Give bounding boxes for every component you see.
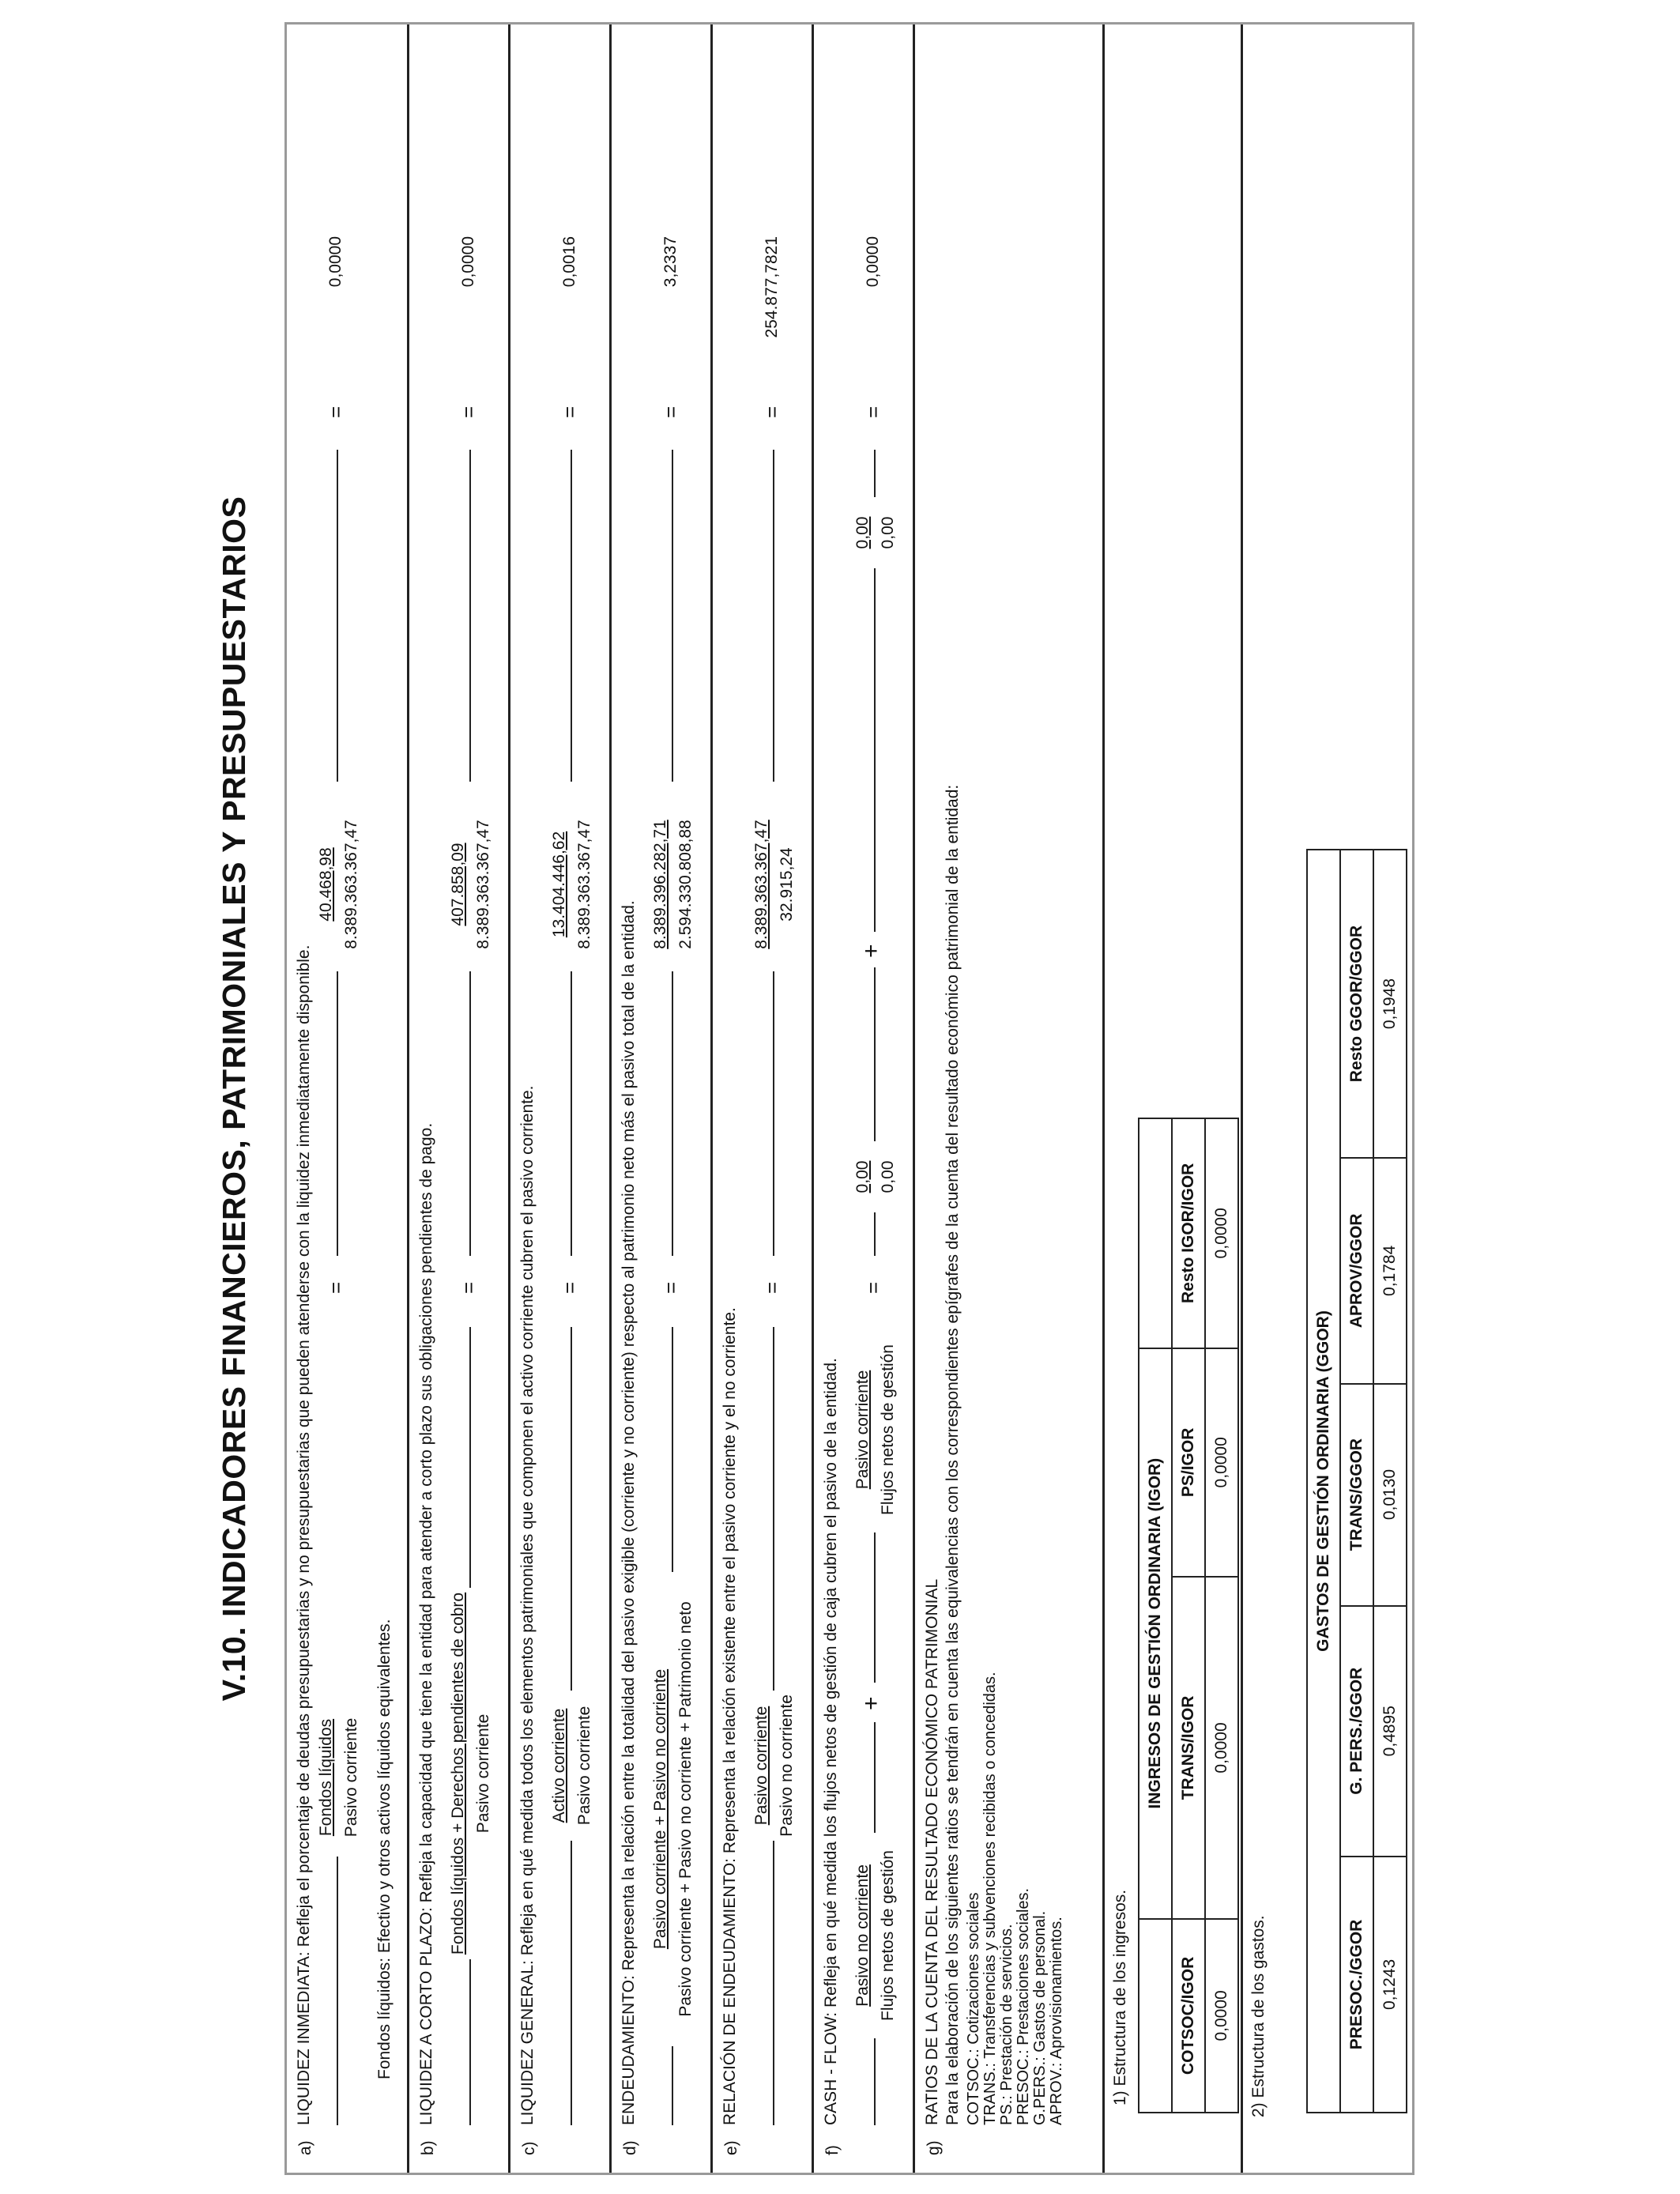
value-denominator: 8.389.363.367,47 [474,820,492,949]
formula-numerator: Pasivo corriente [752,1706,770,1826]
formula-numerator: Activo corriente [550,1708,568,1823]
section-liquidez-inmediata [287,25,409,2173]
ratio-result: 0,0016 [560,236,578,288]
table-cell: 0,0130 [1373,1384,1407,1606]
abbreviation-item: PRESOC.: Prestaciones sociales. [1015,1887,1032,2125]
formula-divider [874,1722,876,1833]
value-divider [874,967,876,1141]
table-caption: INGRESOS DE GESTIÓN ORDINARIA (IGOR) [1139,1348,1172,1919]
value-divider-left [469,971,471,1256]
formula-numerator: Fondos líquidos + Derechos pendientes de cobro [449,1592,467,1955]
table-header: COTSOC/IGOR [1172,1919,1205,2113]
formula-denominator: Pasivo corriente + Pasivo no corriente + Patrimonio neto [676,1601,695,2017]
equals-sign: = [861,1281,885,1294]
equals-sign: = [558,405,582,418]
formula-divider-right [773,1327,774,1691]
section-liquidez-general [510,25,612,2173]
table-header: PRESOC./GGOR [1340,1857,1373,2113]
plus-sign: + [858,1696,884,1710]
table-header: PS/IGOR [1172,1348,1205,1577]
formula-divider [874,1532,876,1683]
equals-sign: = [558,1281,582,1294]
formula-divider [337,1857,338,2125]
formula-denominator: Pasivo corriente [474,1713,492,1834]
equals-sign: = [457,1281,480,1294]
formula-numerator: Pasivo corriente [853,1370,872,1490]
equals-sign: = [861,405,885,418]
formula-denominator: Pasivo corriente [342,1717,360,1838]
section-estructura-ingresos [1105,25,1243,2173]
section-description: CASH - FLOW: Refleja en qué medida los flujos netos de gestión de caja cubren el pasivo de la entidad. [822,1358,840,2125]
section-ratios-resultado [915,25,1105,2173]
abbreviation-item: G.PERS.: Gastos de personal. [1031,1910,1049,2125]
table-header: G. PERS./GGOR [1340,1606,1373,1857]
section-description: LIQUIDEZ GENERAL: Refleja en qué medida todos los elementos patrimoniales que componen el activo corriente cubren el pasivo corriente. [518,1085,537,2125]
ratio-result: 0,0000 [326,236,345,288]
table-cell: 0,1243 [1373,1857,1407,2113]
table-header: Resto IGOR/IGOR [1172,1118,1205,1348]
ratio-result: 254.877,7821 [763,236,781,338]
value-denominator: 2.594.330.808,88 [676,820,695,949]
formula-divider [874,2038,876,2125]
abbreviation-item: PS.: Prestación de servicios. [998,1924,1015,2125]
table-cell: 0,1784 [1373,1158,1407,1384]
table-header: TRANS/IGOR [1172,1577,1205,1919]
value-divider [874,450,876,497]
value-numerator: 407.858,09 [449,843,467,926]
formula-divider [672,2046,673,2125]
value-divider-right [773,450,774,782]
value-numerator: 40.468,98 [317,847,335,922]
equals-sign: = [760,1281,784,1294]
section-letter: f) [823,2145,842,2155]
formula-denominator: Flujos netos de gestión [879,1344,897,1515]
value-divider-left [337,971,338,1256]
value-divider-right [672,450,673,782]
table-cell: 0,0000 [1205,1577,1238,1919]
value-numerator: 0,00 [853,516,872,549]
section-heading: RATIOS DE LA CUENTA DEL RESULTADO ECONÓMICO PATRIMONIAL [923,1578,941,2125]
value-divider-right [469,450,471,782]
value-numerator: 8.389.396.282,71 [651,820,669,949]
formula-denominator: Flujos netos de gestión [879,1850,897,2021]
section-letter: b) [419,2140,437,2155]
equals-sign: = [760,405,784,418]
value-divider-left [672,971,673,1256]
section-letter: a) [296,2140,315,2155]
equals-sign: = [324,405,348,418]
ratio-result: 3,2337 [661,236,680,288]
value-numerator: 8.389.363.367,47 [752,820,770,949]
equals-sign: = [659,1281,683,1294]
section-description: LIQUIDEZ A CORTO PLAZO: Refleja la capacidad que tiene la entidad para atender a corto plazo sus obligaciones pendientes de pago. [417,1122,435,2125]
section-endeudamiento [612,25,713,2173]
equals-sign: = [659,405,683,418]
value-divider [874,568,876,932]
table-cell: 0,0000 [1205,1919,1238,2113]
formula-divider [571,1841,572,2125]
table-cell: 0,0000 [1205,1348,1238,1577]
section-description: RELACIÓN DE ENDEUDAMIENTO: Representa la relación existente entre el pasivo corriente y el no corriente. [721,1307,739,2125]
value-numerator: 0,00 [853,1160,872,1193]
section-description: LIQUIDEZ INMEDIATA: Refleja el porcentaje de deudas presupuestarias y no presupuestarias que pueden atenderse con la liquidez inmediatamente disponible. [295,944,313,2125]
value-divider-right [571,450,572,782]
table-cell: 0,0000 [1205,1118,1238,1348]
abbreviation-list [966,1672,1065,2125]
report-sheet [16,22,1422,2175]
section-letter: d) [621,2140,639,2155]
table-header: TRANS/GGOR [1340,1384,1373,1606]
formula-divider-right [672,1327,673,1572]
ratio-result: 0,0000 [459,236,477,288]
formula-divider-right [469,1327,471,1588]
formula-divider-right [571,1327,572,1691]
plus-sign: + [858,944,884,958]
equals-sign: = [457,405,480,418]
section-letter: g) [925,2140,943,2155]
abbreviation-item: TRANS.: Transferencias y subvenciones recibidas o concedidas. [981,1672,999,2125]
section-relacion-endeudamiento [713,25,814,2173]
value-denominator: 0,00 [879,516,897,549]
indicators-frame [284,22,1414,2175]
value-divider-right [337,450,338,782]
section-intro: Para la elaboración de los siguientes ratios se tendrán en cuenta las equivalencias con los correspondientes epígrafes de la cuenta del resultado económico patrimonial de la entidad: [944,784,962,2125]
abbreviation-item: APROV.: Aprovisionamientos. [1048,1917,1065,2125]
section-letter: c) [520,2141,538,2155]
ratio-result: 0,0000 [864,236,882,288]
table-cell: 0,1948 [1373,850,1407,1158]
formula-numerator: Pasivo no corriente [853,1864,872,2007]
formula-denominator: Pasivo no corriente [778,1695,796,1837]
section-letter: e) [722,2140,740,2155]
value-divider-left [773,971,774,1256]
section-estructura-gastos [1243,25,1412,2173]
equals-sign: = [324,1281,348,1294]
value-numerator: 13.404.446,62 [550,831,568,938]
gastos-table [1306,849,1407,2113]
page-title: V.10. INDICADORES FINANCIEROS, PATRIMONIALES Y PRESUPUESTARIOS [216,496,252,1702]
table-cell: 0,4895 [1373,1606,1407,1857]
section-description: ENDEUDAMIENTO: Representa la relación entre la totalidad del pasivo exigible (corriente y no corriente) respecto al patrimonio neto más el pasivo total de la entidad. [620,900,638,2125]
subsection-label: 1) Estructura de los ingresos. [1111,1889,1129,2105]
formula-divider [469,1959,471,2125]
formula-numerator: Pasivo corriente + Pasivo no corriente [651,1668,669,1950]
value-denominator: 32.915,24 [778,847,796,922]
section-note: Fondos líquidos: Efectivo y otros activos líquidos equivalentes. [375,1619,394,2079]
formula-denominator: Pasivo corriente [575,1706,593,1826]
value-divider [874,1212,876,1256]
table-header: APROV/GGOR [1340,1158,1373,1384]
formula-divider [773,1841,774,2125]
value-denominator: 8.389.363.367,47 [342,820,360,949]
section-liquidez-corto-plazo [409,25,510,2173]
section-cash-flow [814,25,915,2173]
value-divider-left [571,971,572,1256]
formula-numerator: Fondos líquidos [317,1718,335,1837]
subsection-label: 2) Estructura de los gastos. [1249,1915,1268,2117]
ingresos-table [1138,1118,1239,2113]
abbreviation-item: COTSOC.: Cotizaciones sociales [965,1892,982,2125]
value-denominator: 0,00 [879,1160,897,1193]
table-header: Resto GGOR/GGOR [1340,850,1373,1158]
table-caption: GASTOS DE GESTIÓN ORDINARIA (GGOR) [1307,850,1340,2113]
value-denominator: 8.389.363.367,47 [575,820,593,949]
